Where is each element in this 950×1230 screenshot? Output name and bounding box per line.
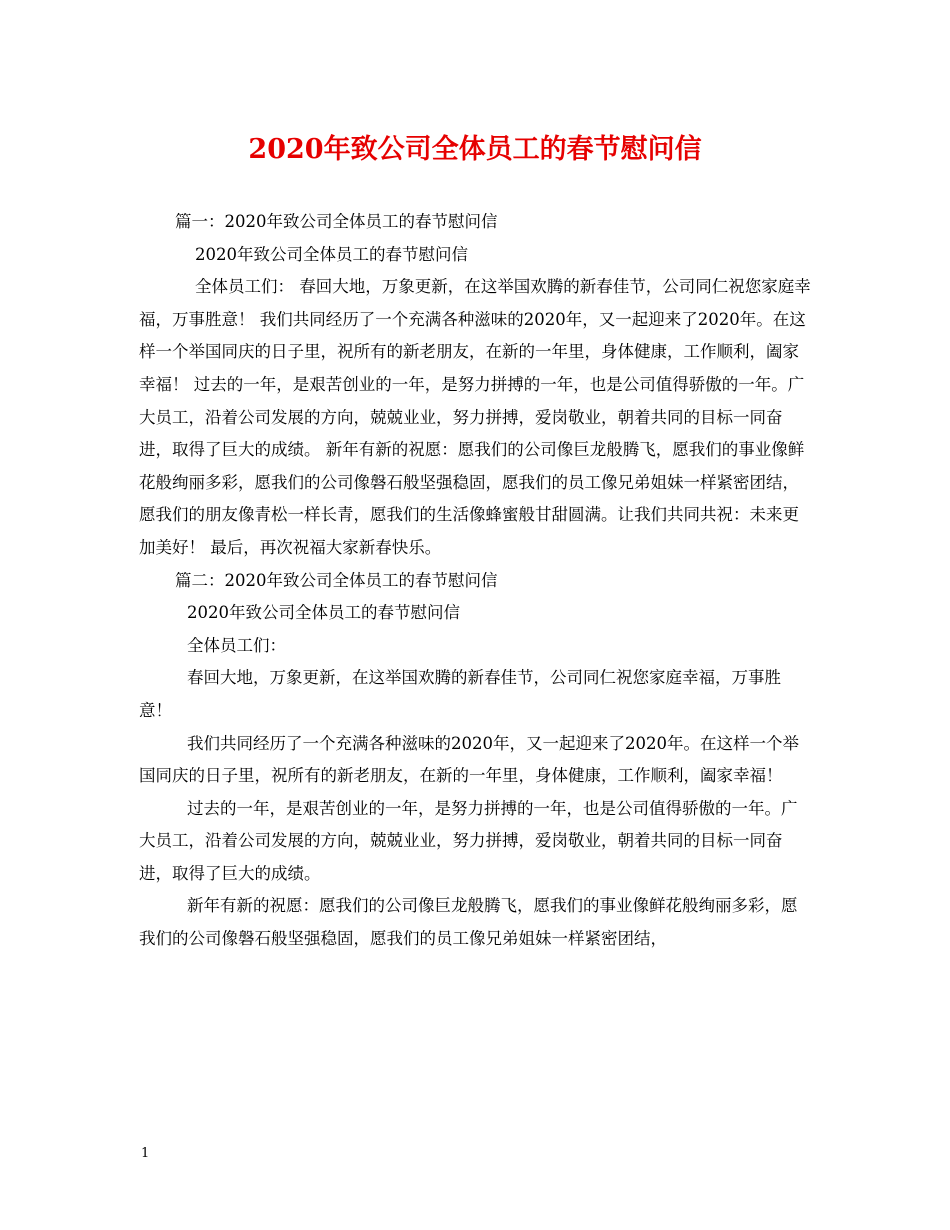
section-1-heading: 篇一：2020年致公司全体员工的春节慰问信 [175, 212, 498, 231]
section-1-body: 全体员工们： 春回大地，万象更新，在这举国欢腾的新春佳节，公司同仁祝您家庭幸福，万事胜意！ 我们共同经历了一个充满各种滋味的2020年，又一起迎来了2020年。在这样一个举国同庆的日子里，祝所有的新老朋友，在新的一年里，身体健康，工作顺利，阖家幸福！ 过去的一年，是艰苦创业的一年，是努力拼搏的一年，也是公司值得骄傲的一年。广大员工，沿着公司发展的方向，兢兢业业，努力拼搏，爱岗敬业，朝着共同的目标一同奋进，取得了巨大的成绩。 新年有新的祝愿：愿我们的公司像巨龙般腾飞，愿我们的事业像鲜花般绚丽多彩，愿我们的公司像磐石般坚强稳固，愿我们的员工像兄弟姐妹一样紧密团结，愿我们的朋友像青松一样长青，愿我们的生活像蜂蜜般甘甜圆满。让我们共同共祝：未来更加美好！ 最后，再次祝福大家新春快乐。 [139, 277, 811, 557]
page-number: 1 [141, 1146, 150, 1161]
document-body [139, 206, 813, 956]
section-2-paragraph: 春回大地，万象更新，在这举国欢腾的新春佳节，公司同仁祝您家庭幸福，万事胜意！ [139, 668, 781, 720]
document-title: 2020年致公司全体员工的春节慰问信 [248, 134, 702, 165]
section-2-greeting: 全体员工们： [187, 635, 286, 655]
section-2-paragraph: 过去的一年，是艰苦创业的一年，是努力拼搏的一年，也是公司值得骄傲的一年。广大员工，沿着公司发展的方向，兢兢业业，努力拼搏，爱岗敬业，朝着共同的目标一同奋进，取得了巨大的成绩。 [139, 798, 798, 883]
section-2-paragraph: 新年有新的祝愿：愿我们的公司像巨龙般腾飞，愿我们的事业像鲜花般绚丽多彩，愿我们的公司像磐石般坚强稳固，愿我们的员工像兄弟姐妹一样紧密团结， [139, 896, 798, 949]
section-2-heading: 篇二：2020年致公司全体员工的春节慰问信 [175, 570, 498, 590]
section-2-subtitle: 2020年致公司全体员工的春节慰问信 [187, 603, 460, 623]
section-2-paragraph: 我们共同经历了一个充满各种滋味的2020年，又一起迎来了2020年。在这样一个举国同庆的日子里，祝所有的新老朋友，在新的一年里，身体健康，工作顺利，阖家幸福！ [139, 733, 799, 786]
section-1-subtitle: 2020年致公司全体员工的春节慰问信 [195, 244, 468, 264]
